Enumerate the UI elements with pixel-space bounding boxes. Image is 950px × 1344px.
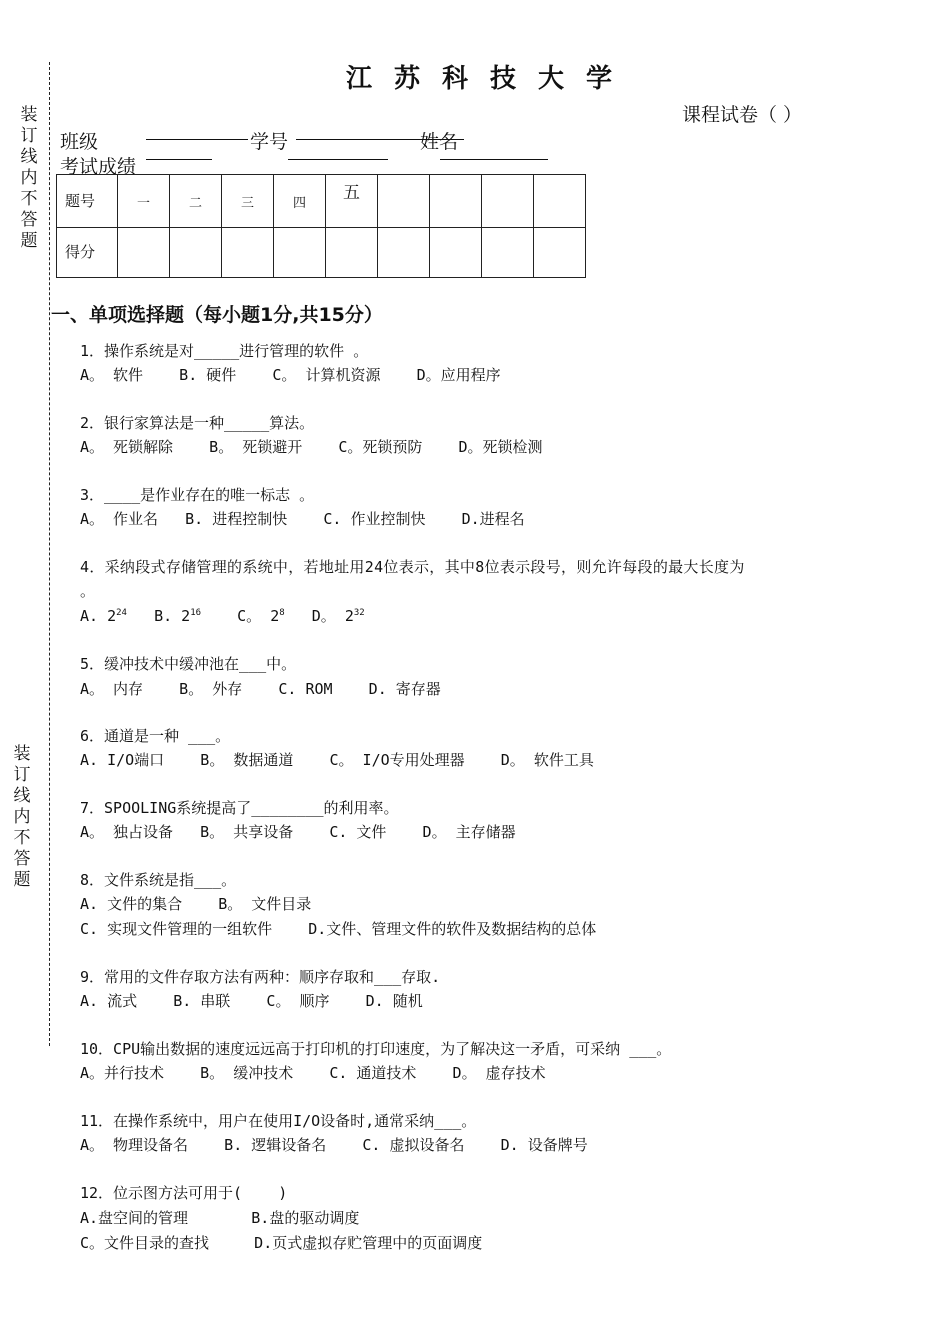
question-number-header: 题号	[57, 175, 118, 228]
paper-label: 课程试卷（ ）	[682, 104, 803, 126]
class-label: 班级	[60, 131, 99, 153]
score-cell[interactable]	[222, 228, 274, 278]
exam-score-label: 考试成绩	[60, 156, 137, 178]
q8-options-2: C. 实现文件管理的一组软件 D.文件、管理文件的软件及数据结构的总体	[80, 920, 597, 938]
col-2: 二	[170, 175, 222, 228]
student-id-label: 学号	[250, 131, 289, 153]
q11-options: A。 物理设备名 B. 逻辑设备名 C. 虚拟设备名 D. 设备牌号	[80, 1136, 588, 1154]
q10-stem: 10．CPU输出数据的速度远远高于打印机的打印速度，为了解决这一矛盾，可采纳 ___。	[80, 1040, 672, 1058]
q10-options: A。并行技术 B。 缓冲技术 C. 通道技术 D。 虚存技术	[80, 1064, 546, 1082]
q12-options-1: A.盘空间的管理 B.盘的驱动调度	[80, 1209, 360, 1227]
score-cell[interactable]	[118, 228, 170, 278]
q4-option-a-exp: 24	[116, 608, 127, 618]
q9-stem: 9．常用的文件存取方法有两种：顺序存取和___存取.	[80, 968, 441, 986]
q11-stem: 11．在操作系统中，用户在使用I/O设备时,通常采纳___。	[80, 1112, 477, 1130]
university-title: 江苏科技大学	[345, 64, 634, 94]
col-9	[534, 175, 586, 228]
score-cell[interactable]	[378, 228, 430, 278]
question-number-row	[57, 175, 586, 228]
q4-option-b-exp: 16	[190, 608, 202, 618]
q4-option-d-exp: 32	[353, 608, 365, 618]
q2-options: A。 死锁解除 B。 死锁避开 C。死锁预防 D。死锁检测	[80, 438, 543, 456]
col-6	[378, 175, 430, 228]
score-row-header: 得分	[57, 228, 118, 278]
q6-stem: 6．通道是一种 ___。	[80, 727, 231, 745]
q12-options-2: C。文件目录的查找 D.页式虚拟存贮管理中的页面调度	[80, 1234, 483, 1252]
q5-stem: 5．缓冲技术中缓冲池在___中。	[80, 655, 297, 673]
student-id-field-line[interactable]	[296, 139, 420, 140]
q8-stem: 8．文件系统是指___。	[80, 871, 237, 889]
section-title: 一、单项选择题（每小题1分,共15分）	[51, 304, 383, 326]
q8-options-1: A. 文件的集合 B。 文件目录	[80, 895, 312, 913]
col-1: 一	[118, 175, 170, 228]
q4-option-c: C。 2	[237, 607, 280, 625]
q4-option-c-exp: 8	[279, 608, 285, 618]
q12-stem: 12．位示图方法可用于( )	[80, 1184, 288, 1202]
col-8	[482, 175, 534, 228]
col-5: 五	[326, 175, 378, 228]
score-cell[interactable]	[326, 228, 378, 278]
q2-stem: 2．银行家算法是一种_____算法。	[80, 414, 315, 432]
binding-note-bottom: 装订线内不答题	[13, 744, 31, 890]
q7-stem: 7．SPOOLING系统提高了________的利用率。	[80, 799, 399, 817]
binding-dash-line	[49, 62, 50, 1046]
score-field-line-3[interactable]	[440, 159, 548, 160]
q1-options: A。 软件 B. 硬件 C。 计算机资源 D。应用程序	[80, 366, 501, 384]
col-7	[430, 175, 482, 228]
q7-options: A。 独占设备 B。 共享设备 C. 文件 D。 主存储器	[80, 823, 516, 841]
score-cell[interactable]	[430, 228, 482, 278]
q4-option-d: D。 2	[311, 607, 354, 625]
q6-options: A. I/O端口 B。 数据通道 C。 I/O专用处理器 D。 软件工具	[80, 751, 594, 769]
col-4: 四	[274, 175, 326, 228]
q4-stem: 4．采纳段式存储管理的系统中，若地址用24位表示，其中8位表示段号，则允许每段的最大长度为	[80, 558, 745, 576]
q4-stem-cont: 。	[80, 582, 96, 600]
score-cell[interactable]	[274, 228, 326, 278]
name-label: 姓名	[420, 131, 459, 153]
q1-stem: 1．操作系统是对_____进行管理的软件 。	[80, 342, 369, 360]
score-field-line-2[interactable]	[288, 159, 388, 160]
score-row	[57, 228, 586, 278]
score-cell[interactable]	[534, 228, 586, 278]
q4-options	[80, 605, 365, 626]
col-3: 三	[222, 175, 274, 228]
binding-note-top: 装订线内不答题	[20, 105, 38, 251]
q3-options: A。 作业名 B. 进程控制快 C. 作业控制快 D.进程名	[80, 510, 525, 528]
score-cell[interactable]	[170, 228, 222, 278]
q5-options: A。 内存 B。 外存 C. ROM D. 寄存器	[80, 680, 441, 698]
class-field-line[interactable]	[146, 139, 248, 140]
q9-options: A. 流式 B. 串联 C。 顺序 D. 随机	[80, 992, 423, 1010]
score-field-line-1[interactable]	[146, 159, 212, 160]
score-cell[interactable]	[482, 228, 534, 278]
q4-option-a: A. 2	[80, 607, 117, 625]
q3-stem: 3．____是作业存在的唯一标志 。	[80, 486, 315, 504]
name-field-line[interactable]	[420, 139, 464, 140]
q4-option-b: B. 2	[154, 607, 191, 625]
score-table	[56, 174, 586, 278]
